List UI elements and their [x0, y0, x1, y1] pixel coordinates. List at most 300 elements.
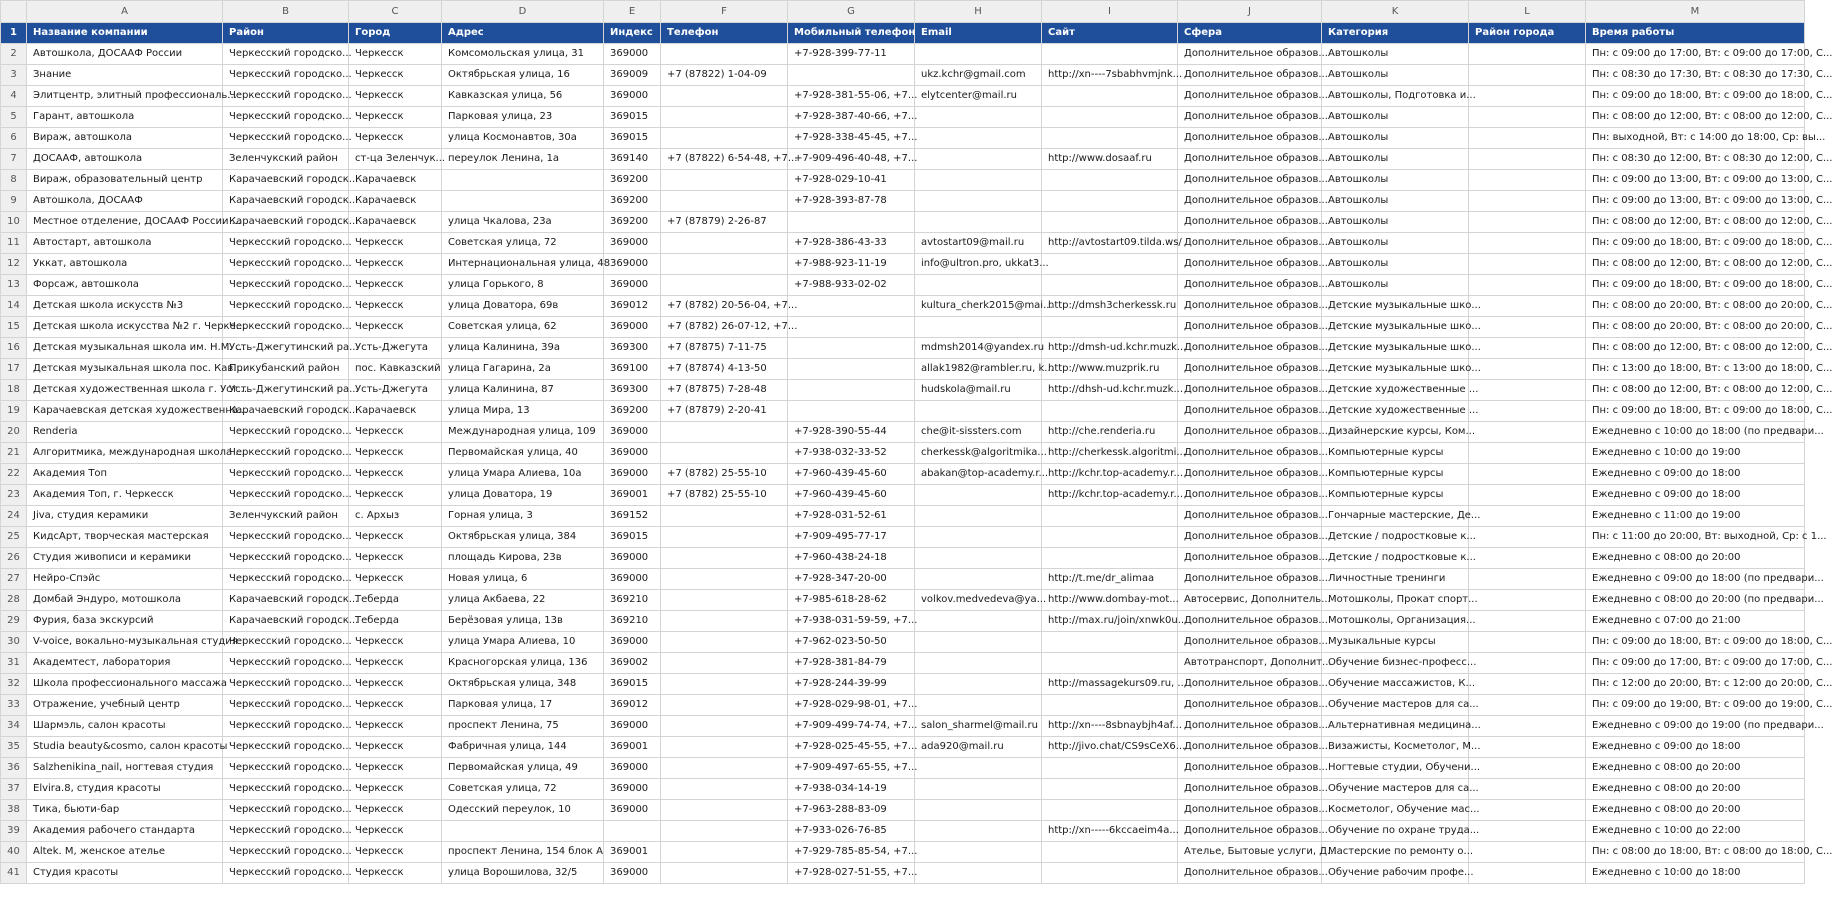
table-cell[interactable]: http://cherkessk.algoritmi...: [1042, 443, 1178, 464]
table-cell[interactable]: Пн: с 09:00 до 18:00, Вт: с 09:00 до 18:00, С...: [1586, 401, 1805, 422]
table-cell[interactable]: Ежедневно с 10:00 до 22:00: [1586, 821, 1805, 842]
table-cell[interactable]: [915, 485, 1042, 506]
table-cell[interactable]: Октябрьская улица, 16: [442, 65, 604, 86]
table-cell[interactable]: Нейро-Спэйс: [27, 569, 223, 590]
table-cell[interactable]: Автошколы: [1322, 212, 1469, 233]
table-cell[interactable]: 369300: [604, 338, 661, 359]
table-cell[interactable]: +7 (8782) 25-55-10: [661, 485, 788, 506]
row-number[interactable]: 14: [1, 296, 27, 317]
column-header[interactable]: Сайт: [1042, 23, 1178, 44]
table-cell[interactable]: [915, 107, 1042, 128]
table-cell[interactable]: [788, 359, 915, 380]
table-cell[interactable]: [1469, 674, 1586, 695]
table-cell[interactable]: [661, 569, 788, 590]
table-cell[interactable]: mdmsh2014@yandex.ru: [915, 338, 1042, 359]
table-cell[interactable]: [1042, 779, 1178, 800]
column-letter-j[interactable]: J: [1178, 1, 1322, 23]
table-cell[interactable]: Пн: с 09:00 до 17:00, Вт: с 09:00 до 17:00, С...: [1586, 653, 1805, 674]
table-cell[interactable]: [661, 821, 788, 842]
table-cell[interactable]: [1042, 107, 1178, 128]
table-cell[interactable]: Студия живописи и керамики: [27, 548, 223, 569]
table-cell[interactable]: kultura_cherk2015@mai...: [915, 296, 1042, 317]
table-cell[interactable]: 369210: [604, 590, 661, 611]
table-cell[interactable]: +7-985-618-28-62: [788, 590, 915, 611]
table-cell[interactable]: Музыкальные курсы: [1322, 632, 1469, 653]
table-cell[interactable]: [1469, 527, 1586, 548]
table-cell[interactable]: Черкесский городско...: [223, 674, 349, 695]
table-cell[interactable]: Карачаевский городск...: [223, 191, 349, 212]
table-cell[interactable]: salon_sharmel@mail.ru: [915, 716, 1042, 737]
table-cell[interactable]: Черкесск: [349, 527, 442, 548]
table-cell[interactable]: +7-909-495-77-17: [788, 527, 915, 548]
row-number[interactable]: 20: [1, 422, 27, 443]
table-cell[interactable]: улица Калинина, 87: [442, 380, 604, 401]
table-cell[interactable]: Детская музыкальная школа им. Н.М. ...: [27, 338, 223, 359]
table-cell[interactable]: [915, 275, 1042, 296]
table-cell[interactable]: 369000: [604, 758, 661, 779]
table-cell[interactable]: [661, 611, 788, 632]
table-cell[interactable]: Черкесский городско...: [223, 527, 349, 548]
table-cell[interactable]: Пн: с 08:30 до 17:30, Вт: с 08:30 до 17:30, С...: [1586, 65, 1805, 86]
table-cell[interactable]: [1042, 128, 1178, 149]
table-cell[interactable]: Пн: с 08:00 до 12:00, Вт: с 08:00 до 12:00, С...: [1586, 212, 1805, 233]
table-cell[interactable]: [1042, 506, 1178, 527]
table-cell[interactable]: Автошколы: [1322, 170, 1469, 191]
table-cell[interactable]: [1469, 401, 1586, 422]
table-cell[interactable]: [915, 611, 1042, 632]
table-cell[interactable]: 369000: [604, 464, 661, 485]
table-cell[interactable]: Автошколы: [1322, 65, 1469, 86]
table-cell[interactable]: Ногтевые студии, Обучени...: [1322, 758, 1469, 779]
table-cell[interactable]: Форсаж, автошкола: [27, 275, 223, 296]
table-cell[interactable]: 369015: [604, 674, 661, 695]
table-cell[interactable]: [661, 191, 788, 212]
table-cell[interactable]: Дополнительное образов...: [1178, 317, 1322, 338]
table-cell[interactable]: Карачаевск: [349, 212, 442, 233]
table-cell[interactable]: +7-928-338-45-45, +7...: [788, 128, 915, 149]
table-cell[interactable]: Черкесск: [349, 632, 442, 653]
row-number[interactable]: 7: [1, 149, 27, 170]
table-cell[interactable]: Автошколы: [1322, 128, 1469, 149]
table-cell[interactable]: Личностные тренинги: [1322, 569, 1469, 590]
table-cell[interactable]: [1469, 842, 1586, 863]
table-cell[interactable]: 369002: [604, 653, 661, 674]
table-cell[interactable]: volkov.medvedeva@ya...: [915, 590, 1042, 611]
table-cell[interactable]: Дополнительное образов...: [1178, 149, 1322, 170]
table-cell[interactable]: 369210: [604, 611, 661, 632]
table-cell[interactable]: Дополнительное образов...: [1178, 380, 1322, 401]
table-cell[interactable]: [915, 170, 1042, 191]
table-cell[interactable]: [661, 527, 788, 548]
table-cell[interactable]: +7-938-032-33-52: [788, 443, 915, 464]
table-cell[interactable]: Детские музыкальные шко...: [1322, 296, 1469, 317]
row-number[interactable]: 11: [1, 233, 27, 254]
column-letter-f[interactable]: F: [661, 1, 788, 23]
column-header[interactable]: Индекс: [604, 23, 661, 44]
table-cell[interactable]: Черкесск: [349, 548, 442, 569]
table-cell[interactable]: Гарант, автошкола: [27, 107, 223, 128]
column-header[interactable]: Телефон: [661, 23, 788, 44]
table-cell[interactable]: Берёзовая улица, 13в: [442, 611, 604, 632]
table-cell[interactable]: [661, 716, 788, 737]
table-cell[interactable]: Автошколы: [1322, 44, 1469, 65]
column-header[interactable]: Категория: [1322, 23, 1469, 44]
table-cell[interactable]: Пн: с 08:00 до 12:00, Вт: с 08:00 до 12:00, С...: [1586, 380, 1805, 401]
table-cell[interactable]: [1469, 380, 1586, 401]
table-cell[interactable]: [1042, 191, 1178, 212]
table-cell[interactable]: [1042, 317, 1178, 338]
table-cell[interactable]: Отражение, учебный центр: [27, 695, 223, 716]
table-cell[interactable]: Автошколы, Подготовка и...: [1322, 86, 1469, 107]
table-cell[interactable]: Черкесский городско...: [223, 632, 349, 653]
table-cell[interactable]: 369200: [604, 212, 661, 233]
table-cell[interactable]: Компьютерные курсы: [1322, 464, 1469, 485]
table-cell[interactable]: http://www.dosaaf.ru: [1042, 149, 1178, 170]
table-cell[interactable]: [1469, 548, 1586, 569]
table-cell[interactable]: Дополнительное образов...: [1178, 506, 1322, 527]
table-cell[interactable]: площадь Кирова, 23в: [442, 548, 604, 569]
table-cell[interactable]: [661, 800, 788, 821]
table-cell[interactable]: 369100: [604, 359, 661, 380]
table-cell[interactable]: [915, 863, 1042, 884]
table-cell[interactable]: улица Чкалова, 23а: [442, 212, 604, 233]
table-cell[interactable]: http://xn-----6kccaeim4a...: [1042, 821, 1178, 842]
row-number[interactable]: 39: [1, 821, 27, 842]
table-cell[interactable]: 369200: [604, 191, 661, 212]
table-cell[interactable]: [915, 548, 1042, 569]
table-cell[interactable]: улица Ворошилова, 32/5: [442, 863, 604, 884]
table-cell[interactable]: Дополнительное образов...: [1178, 548, 1322, 569]
table-cell[interactable]: Карачаевский городск...: [223, 401, 349, 422]
column-letter-c[interactable]: C: [349, 1, 442, 23]
table-cell[interactable]: [1042, 758, 1178, 779]
table-cell[interactable]: [915, 632, 1042, 653]
table-cell[interactable]: [1469, 317, 1586, 338]
table-cell[interactable]: Salzhenikina_nail, ногтевая студия: [27, 758, 223, 779]
table-cell[interactable]: Мастерские по ремонту о...: [1322, 842, 1469, 863]
table-cell[interactable]: +7 (87822) 1-04-09: [661, 65, 788, 86]
table-cell[interactable]: 369000: [604, 569, 661, 590]
table-cell[interactable]: 369000: [604, 632, 661, 653]
table-cell[interactable]: Школа профессионального массажа: [27, 674, 223, 695]
table-cell[interactable]: che@it-sissters.com: [915, 422, 1042, 443]
table-cell[interactable]: Советская улица, 62: [442, 317, 604, 338]
table-cell[interactable]: Пн: с 08:00 до 20:00, Вт: с 08:00 до 20:00, С...: [1586, 317, 1805, 338]
row-number[interactable]: 6: [1, 128, 27, 149]
table-cell[interactable]: [1469, 107, 1586, 128]
table-cell[interactable]: Знание: [27, 65, 223, 86]
table-cell[interactable]: [1469, 611, 1586, 632]
table-cell[interactable]: Черкесск: [349, 317, 442, 338]
table-cell[interactable]: +7 (8782) 26-07-12, +7...: [661, 317, 788, 338]
row-number[interactable]: 17: [1, 359, 27, 380]
table-cell[interactable]: [1469, 296, 1586, 317]
table-cell[interactable]: Ежедневно с 09:00 до 19:00 (по предвари...: [1586, 716, 1805, 737]
table-cell[interactable]: Пн: с 13:00 до 18:00, Вт: с 13:00 до 18:00, С...: [1586, 359, 1805, 380]
table-cell[interactable]: +7-933-026-76-85: [788, 821, 915, 842]
table-cell[interactable]: [1042, 632, 1178, 653]
table-cell[interactable]: elytcenter@mail.ru: [915, 86, 1042, 107]
table-cell[interactable]: Черкесский городско...: [223, 254, 349, 275]
table-cell[interactable]: Пн: с 09:00 до 18:00, Вт: с 09:00 до 18:00, С...: [1586, 275, 1805, 296]
table-cell[interactable]: Дополнительное образов...: [1178, 359, 1322, 380]
table-cell[interactable]: [915, 842, 1042, 863]
row-number[interactable]: 3: [1, 65, 27, 86]
table-cell[interactable]: Карачаевск: [349, 401, 442, 422]
table-cell[interactable]: Пн: с 09:00 до 19:00, Вт: с 09:00 до 19:00, С...: [1586, 695, 1805, 716]
table-cell[interactable]: Октябрьская улица, 384: [442, 527, 604, 548]
table-cell[interactable]: [661, 44, 788, 65]
table-cell[interactable]: Пн: с 08:00 до 12:00, Вт: с 08:00 до 12:00, С...: [1586, 338, 1805, 359]
column-letter-b[interactable]: B: [223, 1, 349, 23]
table-cell[interactable]: Автошколы: [1322, 254, 1469, 275]
table-cell[interactable]: [661, 758, 788, 779]
table-cell[interactable]: 369009: [604, 65, 661, 86]
table-cell[interactable]: +7 (87875) 7-28-48: [661, 380, 788, 401]
table-cell[interactable]: Дополнительное образов...: [1178, 422, 1322, 443]
row-number[interactable]: 13: [1, 275, 27, 296]
table-cell[interactable]: Автошкола, ДОСААФ России: [27, 44, 223, 65]
table-cell[interactable]: [915, 401, 1042, 422]
table-cell[interactable]: Пн: с 08:00 до 12:00, Вт: с 08:00 до 12:00, С...: [1586, 107, 1805, 128]
column-header[interactable]: Название компании: [27, 23, 223, 44]
table-cell[interactable]: Черкесск: [349, 44, 442, 65]
table-cell[interactable]: Черкесск: [349, 485, 442, 506]
table-cell[interactable]: [661, 86, 788, 107]
table-cell[interactable]: +7 (87874) 4-13-50: [661, 359, 788, 380]
row-number[interactable]: 10: [1, 212, 27, 233]
table-cell[interactable]: Пн: с 11:00 до 20:00, Вт: выходной, Ср: с 1...: [1586, 527, 1805, 548]
table-cell[interactable]: [1469, 779, 1586, 800]
table-cell[interactable]: [442, 191, 604, 212]
row-number[interactable]: 30: [1, 632, 27, 653]
table-cell[interactable]: [915, 779, 1042, 800]
row-number[interactable]: 19: [1, 401, 27, 422]
table-cell[interactable]: улица Умара Алиева, 10а: [442, 464, 604, 485]
table-cell[interactable]: Визажисты, Косметолог, М...: [1322, 737, 1469, 758]
table-cell[interactable]: [1042, 863, 1178, 884]
table-cell[interactable]: +7-960-438-24-18: [788, 548, 915, 569]
table-cell[interactable]: 369000: [604, 86, 661, 107]
table-cell[interactable]: Зеленчукский район: [223, 149, 349, 170]
table-cell[interactable]: [1042, 842, 1178, 863]
table-cell[interactable]: Черкесск: [349, 65, 442, 86]
table-cell[interactable]: 369000: [604, 443, 661, 464]
table-cell[interactable]: Черкесск: [349, 296, 442, 317]
table-cell[interactable]: Дополнительное образов...: [1178, 233, 1322, 254]
table-cell[interactable]: +7-928-031-52-61: [788, 506, 915, 527]
table-cell[interactable]: 369000: [604, 716, 661, 737]
table-cell[interactable]: [915, 758, 1042, 779]
table-cell[interactable]: +7-929-785-85-54, +7...: [788, 842, 915, 863]
table-cell[interactable]: Карачаевский городск...: [223, 611, 349, 632]
table-cell[interactable]: 369000: [604, 254, 661, 275]
table-cell[interactable]: Пн: с 09:00 до 13:00, Вт: с 09:00 до 13:00, С...: [1586, 170, 1805, 191]
table-cell[interactable]: [915, 800, 1042, 821]
table-cell[interactable]: [915, 212, 1042, 233]
table-cell[interactable]: +7-928-390-55-44: [788, 422, 915, 443]
table-cell[interactable]: улица Мира, 13: [442, 401, 604, 422]
table-cell[interactable]: [1469, 653, 1586, 674]
table-cell[interactable]: 369000: [604, 779, 661, 800]
table-cell[interactable]: Ежедневно с 08:00 до 20:00 (по предвари...: [1586, 590, 1805, 611]
table-cell[interactable]: Пн: с 09:00 до 17:00, Вт: с 09:00 до 17:00, С...: [1586, 44, 1805, 65]
table-cell[interactable]: Обучение бизнес-професс...: [1322, 653, 1469, 674]
table-cell[interactable]: Дополнительное образов...: [1178, 128, 1322, 149]
table-cell[interactable]: Детская школа искусства №2 г. Черке...: [27, 317, 223, 338]
table-cell[interactable]: Карачаевская детская художественна...: [27, 401, 223, 422]
table-cell[interactable]: http://jivo.chat/CS9sCeX6...: [1042, 737, 1178, 758]
table-cell[interactable]: Черкесск: [349, 737, 442, 758]
table-cell[interactable]: http://dmsh3cherkessk.ru: [1042, 296, 1178, 317]
table-cell[interactable]: проспект Ленина, 75: [442, 716, 604, 737]
table-cell[interactable]: Дополнительное образов...: [1178, 401, 1322, 422]
table-cell[interactable]: +7-928-029-10-41: [788, 170, 915, 191]
table-cell[interactable]: http://che.renderia.ru: [1042, 422, 1178, 443]
table-cell[interactable]: Ежедневно с 10:00 до 18:00 (по предвари...: [1586, 422, 1805, 443]
column-header[interactable]: Сфера: [1178, 23, 1322, 44]
table-cell[interactable]: http://xn----8sbnaybjh4af...: [1042, 716, 1178, 737]
table-cell[interactable]: +7 (87822) 6-54-48, +7...: [661, 149, 788, 170]
table-cell[interactable]: +7-962-023-50-50: [788, 632, 915, 653]
table-cell[interactable]: [661, 632, 788, 653]
table-cell[interactable]: Алгоритмика, международная школа ...: [27, 443, 223, 464]
table-cell[interactable]: Ежедневно с 09:00 до 18:00 (по предвари...: [1586, 569, 1805, 590]
table-cell[interactable]: Автошколы: [1322, 233, 1469, 254]
table-cell[interactable]: Дополнительное образов...: [1178, 443, 1322, 464]
table-cell[interactable]: Усть-Джегута: [349, 380, 442, 401]
table-cell[interactable]: [1469, 464, 1586, 485]
table-cell[interactable]: 369000: [604, 422, 661, 443]
table-cell[interactable]: 369200: [604, 401, 661, 422]
table-cell[interactable]: +7-988-933-02-02: [788, 275, 915, 296]
table-cell[interactable]: Зеленчукский район: [223, 506, 349, 527]
row-number[interactable]: 1: [1, 23, 27, 44]
table-cell[interactable]: Черкесский городско...: [223, 296, 349, 317]
table-cell[interactable]: 369012: [604, 695, 661, 716]
table-cell[interactable]: Черкесск: [349, 821, 442, 842]
table-cell[interactable]: +7-928-029-98-01, +7...: [788, 695, 915, 716]
table-cell[interactable]: +7-960-439-45-60: [788, 485, 915, 506]
table-cell[interactable]: Дополнительное образов...: [1178, 275, 1322, 296]
table-cell[interactable]: ada920@mail.ru: [915, 737, 1042, 758]
table-cell[interactable]: [661, 128, 788, 149]
table-cell[interactable]: [915, 149, 1042, 170]
table-cell[interactable]: Прикубанский район: [223, 359, 349, 380]
table-cell[interactable]: Ежедневно с 10:00 до 18:00: [1586, 863, 1805, 884]
table-cell[interactable]: info@ultron.pro, ukkat3...: [915, 254, 1042, 275]
row-number[interactable]: 40: [1, 842, 27, 863]
table-cell[interactable]: Дополнительное образов...: [1178, 65, 1322, 86]
table-cell[interactable]: Черкесск: [349, 233, 442, 254]
row-number[interactable]: 33: [1, 695, 27, 716]
row-number[interactable]: 5: [1, 107, 27, 128]
table-cell[interactable]: Дополнительное образов...: [1178, 485, 1322, 506]
table-cell[interactable]: [661, 275, 788, 296]
table-cell[interactable]: Дополнительное образов...: [1178, 569, 1322, 590]
table-cell[interactable]: Детская музыкальная школа пос. Кав...: [27, 359, 223, 380]
table-cell[interactable]: Дополнительное образов...: [1178, 191, 1322, 212]
column-letter-k[interactable]: K: [1322, 1, 1469, 23]
table-cell[interactable]: http://xn----7sbabhvmjnk...: [1042, 65, 1178, 86]
table-cell[interactable]: Комсомольская улица, 31: [442, 44, 604, 65]
table-cell[interactable]: Мотошколы, Организация...: [1322, 611, 1469, 632]
table-cell[interactable]: 369200: [604, 170, 661, 191]
table-cell[interactable]: http://dmsh-ud.kchr.muzk...: [1042, 338, 1178, 359]
table-cell[interactable]: Черкесский городско...: [223, 422, 349, 443]
table-cell[interactable]: [1469, 275, 1586, 296]
table-cell[interactable]: Красногорская улица, 136: [442, 653, 604, 674]
table-cell[interactable]: Детская художественная школа г. Уст...: [27, 380, 223, 401]
table-cell[interactable]: +7-928-025-45-55, +7...: [788, 737, 915, 758]
row-number[interactable]: 18: [1, 380, 27, 401]
row-number[interactable]: 12: [1, 254, 27, 275]
table-cell[interactable]: Местное отделение, ДОСААФ России ...: [27, 212, 223, 233]
table-cell[interactable]: [1469, 758, 1586, 779]
table-cell[interactable]: Дополнительное образов...: [1178, 695, 1322, 716]
table-cell[interactable]: [1469, 128, 1586, 149]
column-letter-m[interactable]: M: [1586, 1, 1805, 23]
row-number[interactable]: 25: [1, 527, 27, 548]
table-cell[interactable]: Детские музыкальные шко...: [1322, 317, 1469, 338]
table-cell[interactable]: Фурия, база экскурсий: [27, 611, 223, 632]
table-cell[interactable]: +7-938-034-14-19: [788, 779, 915, 800]
table-cell[interactable]: Обучение мастеров для са...: [1322, 779, 1469, 800]
table-cell[interactable]: Черкесск: [349, 800, 442, 821]
column-header[interactable]: Город: [349, 23, 442, 44]
table-cell[interactable]: ст-ца Зеленчук...: [349, 149, 442, 170]
table-cell[interactable]: Черкесск: [349, 254, 442, 275]
table-cell[interactable]: Дополнительное образов...: [1178, 464, 1322, 485]
table-cell[interactable]: +7-938-031-59-59, +7...: [788, 611, 915, 632]
table-cell[interactable]: [1469, 338, 1586, 359]
table-cell[interactable]: улица Гагарина, 2а: [442, 359, 604, 380]
table-cell[interactable]: Автостарт, автошкола: [27, 233, 223, 254]
table-cell[interactable]: Вираж, автошкола: [27, 128, 223, 149]
table-cell[interactable]: Черкесский городско...: [223, 86, 349, 107]
row-number[interactable]: 26: [1, 548, 27, 569]
table-cell[interactable]: Детские музыкальные шко...: [1322, 338, 1469, 359]
table-cell[interactable]: Детские музыкальные шко...: [1322, 359, 1469, 380]
table-cell[interactable]: пос. Кавказский: [349, 359, 442, 380]
table-cell[interactable]: [661, 779, 788, 800]
table-cell[interactable]: Карачаевский городск...: [223, 170, 349, 191]
table-cell[interactable]: Черкесский городско...: [223, 548, 349, 569]
table-cell[interactable]: Фабричная улица, 144: [442, 737, 604, 758]
table-cell[interactable]: Пн: выходной, Вт: с 14:00 до 18:00, Ср: вы...: [1586, 128, 1805, 149]
table-cell[interactable]: Черкесский городско...: [223, 65, 349, 86]
table-cell[interactable]: +7-988-923-11-19: [788, 254, 915, 275]
table-cell[interactable]: +7-928-381-84-79: [788, 653, 915, 674]
table-cell[interactable]: +7-960-439-45-60: [788, 464, 915, 485]
row-number[interactable]: 22: [1, 464, 27, 485]
table-cell[interactable]: Первомайская улица, 49: [442, 758, 604, 779]
table-cell[interactable]: Дополнительное образов...: [1178, 86, 1322, 107]
table-cell[interactable]: Черкесский городско...: [223, 128, 349, 149]
table-cell[interactable]: V-voice, вокально-музыкальная студия: [27, 632, 223, 653]
table-cell[interactable]: Тика, бьюти-бар: [27, 800, 223, 821]
table-cell[interactable]: [1469, 800, 1586, 821]
table-cell[interactable]: Обучение рабочим профе...: [1322, 863, 1469, 884]
row-number[interactable]: 31: [1, 653, 27, 674]
column-letter-a[interactable]: A: [27, 1, 223, 23]
table-cell[interactable]: Одесский переулок, 10: [442, 800, 604, 821]
column-header[interactable]: Email: [915, 23, 1042, 44]
table-cell[interactable]: 369012: [604, 296, 661, 317]
table-cell[interactable]: Пн: с 08:00 до 20:00, Вт: с 08:00 до 20:00, С...: [1586, 296, 1805, 317]
row-number[interactable]: 23: [1, 485, 27, 506]
table-cell[interactable]: +7-928-386-43-33: [788, 233, 915, 254]
